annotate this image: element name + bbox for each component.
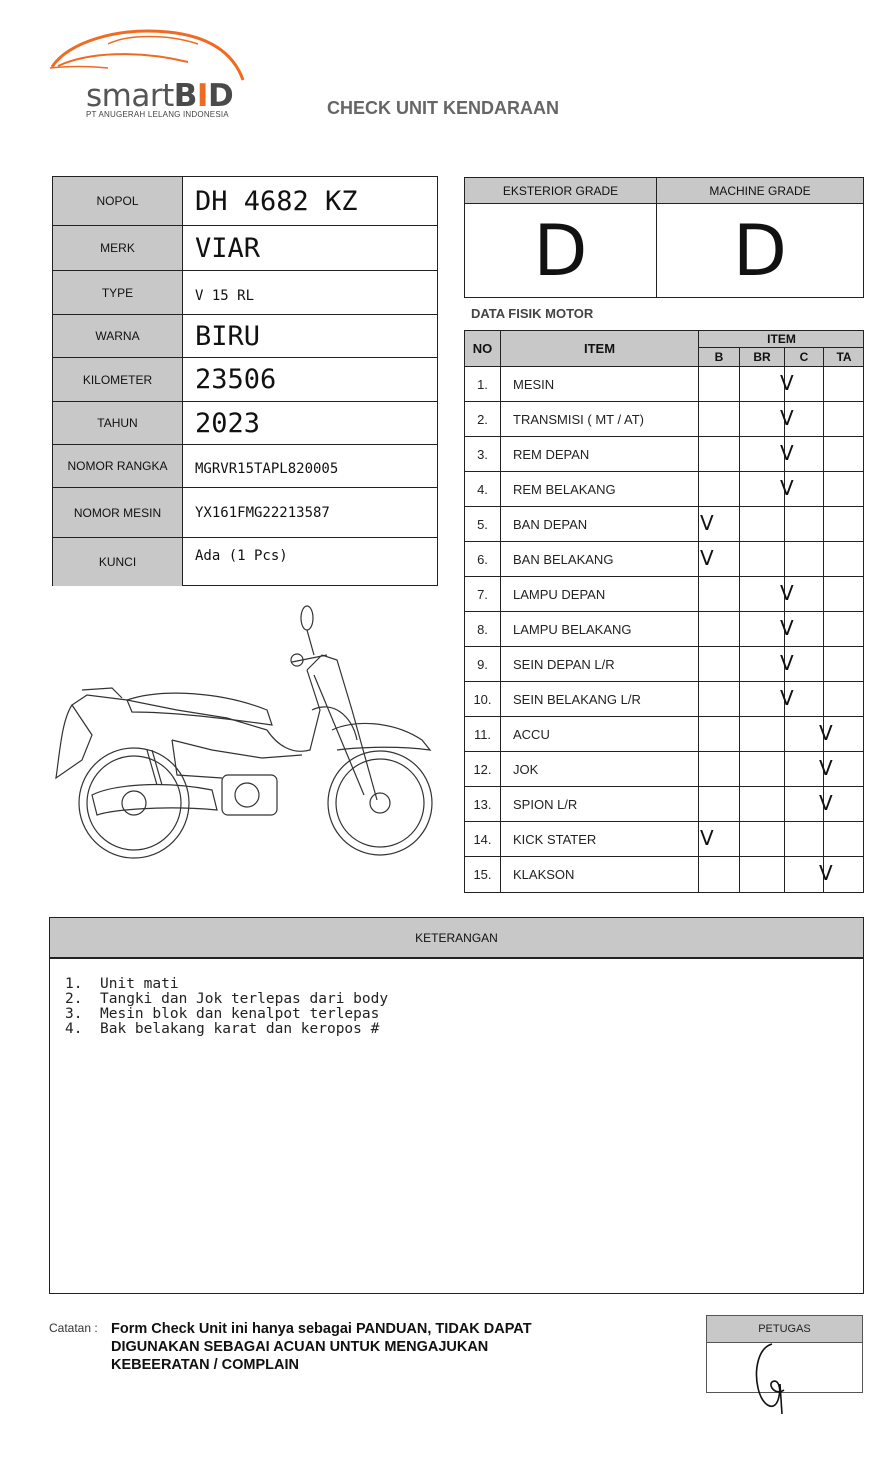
row-nomor-rangka bbox=[53, 445, 437, 488]
cell-b bbox=[699, 437, 740, 471]
cell-ta bbox=[824, 647, 863, 681]
row-item-name: JOK bbox=[501, 752, 699, 786]
cell-ta bbox=[824, 367, 863, 401]
cell-c bbox=[785, 507, 824, 541]
list-item bbox=[65, 1022, 863, 1037]
check-mark: V bbox=[700, 546, 714, 570]
cell-br bbox=[740, 542, 785, 576]
row-item-name: KLAKSON bbox=[501, 857, 699, 892]
cell-b bbox=[699, 612, 740, 646]
row-number: 4. bbox=[465, 472, 501, 506]
grade-box bbox=[464, 177, 864, 298]
cell-br bbox=[740, 367, 794, 401]
row-nopol bbox=[53, 177, 437, 226]
cell-ta bbox=[824, 787, 863, 821]
note-label: Catatan : bbox=[49, 1321, 98, 1335]
exterior-grade-value: D bbox=[533, 209, 588, 292]
row-item-name: TRANSMISI ( MT / AT) bbox=[501, 402, 699, 436]
row-number: 14. bbox=[465, 822, 501, 856]
cell-c bbox=[785, 542, 824, 576]
cell-br bbox=[740, 752, 785, 786]
cell-b bbox=[699, 577, 740, 611]
header-item-group: ITEM bbox=[699, 331, 864, 348]
label-kunci: KUNCI bbox=[53, 538, 183, 586]
cell-ta bbox=[824, 577, 863, 611]
row-number: 9. bbox=[465, 647, 501, 681]
exterior-grade bbox=[465, 178, 657, 297]
remark-number: 1. bbox=[65, 976, 83, 992]
remark-text: Bak belakang karat dan keropos # bbox=[100, 1021, 380, 1037]
remark-number: 2. bbox=[65, 991, 83, 1007]
check-mark: V bbox=[780, 651, 794, 675]
label-nomor-mesin: NOMOR MESIN bbox=[53, 488, 183, 537]
label-nopol: NOPOL bbox=[53, 177, 183, 225]
table-row bbox=[465, 507, 863, 542]
row-item-name: BAN DEPAN bbox=[501, 507, 699, 541]
header-br: BR bbox=[740, 348, 785, 366]
row-number: 15. bbox=[465, 857, 501, 892]
cell-b bbox=[699, 717, 740, 751]
check-mark: V bbox=[700, 826, 714, 850]
checklist-body bbox=[465, 367, 863, 892]
cell-ta bbox=[824, 507, 863, 541]
row-item-name: SEIN BELAKANG L/R bbox=[501, 682, 699, 716]
machine-grade bbox=[657, 178, 863, 297]
row-kilometer bbox=[53, 358, 437, 402]
table-row bbox=[465, 857, 863, 892]
machine-grade-label: MACHINE GRADE bbox=[657, 178, 863, 204]
list-item bbox=[65, 977, 863, 992]
brand-wordmark: smartBID bbox=[86, 78, 234, 114]
row-number: 13. bbox=[465, 787, 501, 821]
check-mark: V bbox=[700, 511, 714, 535]
cell-br bbox=[740, 822, 785, 856]
check-mark: V bbox=[819, 721, 833, 745]
row-number: 10. bbox=[465, 682, 501, 716]
value-type: V 15 RL bbox=[195, 287, 255, 304]
label-nomor-rangka: NOMOR RANGKA bbox=[53, 445, 183, 487]
label-tahun: TAHUN bbox=[53, 402, 183, 444]
cell-b bbox=[699, 542, 740, 576]
table-row bbox=[465, 717, 863, 752]
cell-c bbox=[785, 717, 833, 751]
machine-grade-value: D bbox=[733, 209, 787, 292]
value-tahun: 2023 bbox=[195, 407, 261, 439]
cell-c bbox=[785, 472, 824, 506]
list-item bbox=[65, 1007, 863, 1022]
table-row bbox=[465, 752, 863, 787]
check-mark: V bbox=[780, 441, 794, 465]
header-item: ITEM bbox=[501, 331, 699, 366]
table-row bbox=[465, 542, 863, 577]
row-number: 1. bbox=[465, 367, 501, 401]
cell-c bbox=[785, 577, 824, 611]
value-nomor-mesin: YX161FMG22213587 bbox=[195, 504, 330, 521]
row-item-name: SPION L/R bbox=[501, 787, 699, 821]
section-title: DATA FISIK MOTOR bbox=[471, 306, 594, 321]
cell-b bbox=[699, 752, 740, 786]
table-row bbox=[465, 822, 863, 857]
value-warna: BIRU bbox=[195, 320, 261, 352]
remark-text: Tangki dan Jok terlepas dari body bbox=[100, 991, 389, 1007]
table-row bbox=[465, 682, 863, 717]
cell-c bbox=[785, 367, 824, 401]
cell-c bbox=[785, 787, 833, 821]
check-mark: V bbox=[780, 476, 794, 500]
cell-ta bbox=[824, 857, 863, 892]
cell-c bbox=[785, 647, 824, 681]
check-mark: V bbox=[780, 616, 794, 640]
row-number: 3. bbox=[465, 437, 501, 471]
cell-br bbox=[740, 682, 794, 716]
table-row bbox=[465, 472, 863, 507]
table-row bbox=[465, 612, 863, 647]
cell-br bbox=[740, 402, 794, 436]
cell-ta bbox=[824, 472, 863, 506]
remarks-box bbox=[49, 917, 864, 1294]
value-kilometer: 23506 bbox=[195, 364, 277, 395]
table-row bbox=[465, 577, 863, 612]
checklist-header bbox=[465, 331, 863, 367]
checklist-table bbox=[464, 330, 864, 893]
cell-ta bbox=[824, 612, 863, 646]
header-no: NO bbox=[465, 331, 501, 366]
row-warna bbox=[53, 315, 437, 358]
cell-c bbox=[785, 437, 824, 471]
cell-c bbox=[785, 612, 824, 646]
check-mark: V bbox=[819, 861, 833, 885]
cell-b bbox=[699, 857, 740, 892]
row-item-name: REM BELAKANG bbox=[501, 472, 699, 506]
cell-b bbox=[699, 402, 740, 436]
cell-br bbox=[740, 437, 794, 471]
page-title: CHECK UNIT KENDARAAN bbox=[327, 98, 559, 118]
cell-ta bbox=[824, 402, 863, 436]
row-item-name: REM DEPAN bbox=[501, 437, 699, 471]
cell-ta bbox=[824, 682, 863, 716]
cell-c bbox=[785, 822, 824, 856]
unit-info-table bbox=[52, 176, 438, 586]
cell-c bbox=[785, 682, 824, 716]
cell-c bbox=[785, 402, 824, 436]
row-number: 8. bbox=[465, 612, 501, 646]
row-kunci bbox=[53, 538, 437, 586]
check-mark: V bbox=[780, 581, 794, 605]
cell-ta bbox=[824, 717, 863, 751]
cell-br bbox=[740, 717, 785, 751]
remark-text: Mesin blok dan kenalpot terlepas bbox=[100, 1006, 380, 1022]
remarks-list bbox=[50, 959, 863, 1037]
cell-br bbox=[740, 787, 785, 821]
table-row bbox=[465, 787, 863, 822]
row-type bbox=[53, 271, 437, 315]
label-warna: WARNA bbox=[53, 315, 183, 357]
table-row bbox=[465, 402, 863, 437]
row-tahun bbox=[53, 402, 437, 445]
cell-br bbox=[740, 647, 794, 681]
cell-b bbox=[699, 472, 740, 506]
check-mark: V bbox=[819, 791, 833, 815]
remark-text: Unit mati bbox=[100, 976, 179, 992]
label-merk: MERK bbox=[53, 226, 183, 270]
remarks-title: KETERANGAN bbox=[50, 918, 863, 959]
row-number: 6. bbox=[465, 542, 501, 576]
cell-c bbox=[785, 857, 833, 892]
cell-br bbox=[740, 577, 794, 611]
label-type: TYPE bbox=[53, 271, 183, 314]
cell-b bbox=[699, 367, 740, 401]
cell-br bbox=[740, 507, 785, 541]
cell-ta bbox=[824, 752, 863, 786]
row-nomor-mesin bbox=[53, 488, 437, 538]
cell-ta bbox=[824, 437, 863, 471]
header-b: B bbox=[699, 348, 740, 366]
cell-b bbox=[699, 822, 740, 856]
row-number: 5. bbox=[465, 507, 501, 541]
row-item-name: LAMPU BELAKANG bbox=[501, 612, 699, 646]
row-item-name: LAMPU DEPAN bbox=[501, 577, 699, 611]
company-name: PT ANUGERAH LELANG INDONESIA bbox=[86, 110, 229, 119]
row-item-name: KICK STATER bbox=[501, 822, 699, 856]
officer-label: PETUGAS bbox=[707, 1316, 862, 1343]
cell-b bbox=[699, 647, 740, 681]
label-kilometer: KILOMETER bbox=[53, 358, 183, 401]
cell-b bbox=[699, 682, 740, 716]
table-row bbox=[465, 367, 863, 402]
row-item-name: SEIN DEPAN L/R bbox=[501, 647, 699, 681]
remark-number: 3. bbox=[65, 1006, 83, 1022]
table-row bbox=[465, 437, 863, 472]
row-number: 12. bbox=[465, 752, 501, 786]
company-logo bbox=[48, 22, 248, 122]
value-nomor-rangka: MGRVR15TAPL820005 bbox=[195, 461, 339, 477]
header-ta: TA bbox=[836, 350, 852, 364]
value-kunci: Ada (1 Pcs) bbox=[195, 548, 288, 564]
row-number: 7. bbox=[465, 577, 501, 611]
row-number: 2. bbox=[465, 402, 501, 436]
check-mark: V bbox=[780, 371, 794, 395]
cell-ta bbox=[824, 542, 863, 576]
row-merk bbox=[53, 226, 437, 271]
header-c: C bbox=[785, 348, 824, 366]
row-number: 11. bbox=[465, 717, 501, 751]
cell-br bbox=[740, 857, 785, 892]
cell-br bbox=[740, 472, 794, 506]
row-item-name: ACCU bbox=[501, 717, 699, 751]
value-nopol: DH 4682 KZ bbox=[195, 185, 358, 217]
check-mark: V bbox=[780, 686, 794, 710]
cell-br bbox=[740, 612, 794, 646]
cell-c bbox=[785, 752, 833, 786]
cell-ta bbox=[824, 822, 863, 856]
list-item bbox=[65, 992, 863, 1007]
remark-number: 4. bbox=[65, 1021, 83, 1037]
cell-b bbox=[699, 507, 740, 541]
value-merk: VIAR bbox=[195, 232, 261, 264]
exterior-grade-label: EKSTERIOR GRADE bbox=[465, 178, 656, 204]
officer-signature bbox=[752, 1340, 792, 1416]
check-mark: V bbox=[780, 406, 794, 430]
row-item-name: MESIN bbox=[501, 367, 699, 401]
motorcycle-illustration bbox=[52, 600, 438, 868]
table-row bbox=[465, 647, 863, 682]
row-item-name: BAN BELAKANG bbox=[501, 542, 699, 576]
cell-b bbox=[699, 787, 740, 821]
check-mark: V bbox=[819, 756, 833, 780]
disclaimer-note: Form Check Unit ini hanya sebagai PANDUAN, TIDAK DAPAT DIGUNAKAN SEBAGAI ACUAN UNTUK MENGAJUKAN KEBEERATAN / COMPLAIN bbox=[111, 1321, 532, 1373]
